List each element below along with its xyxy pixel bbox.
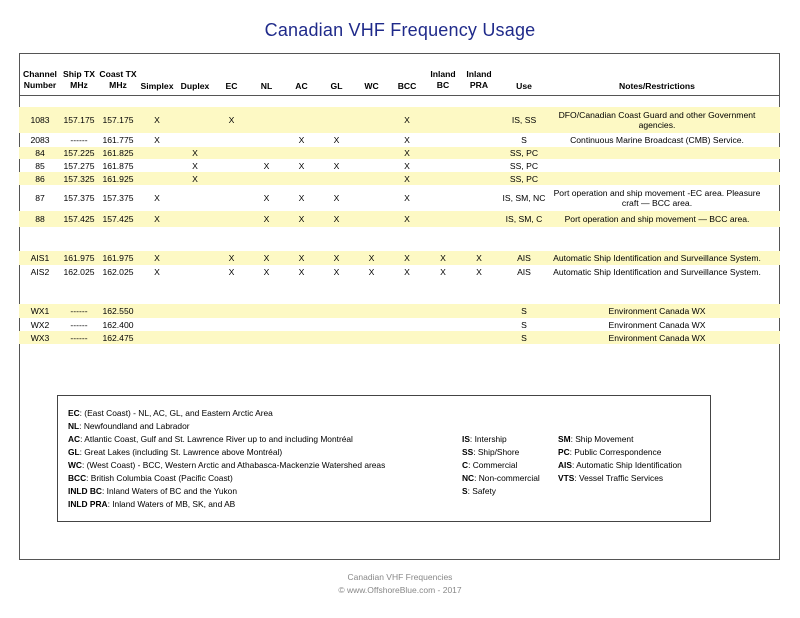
header-line: Simplex xyxy=(140,81,174,91)
legend-entry xyxy=(558,434,633,445)
header-line: Notes/Restrictions xyxy=(619,81,695,91)
cell-use: IS, SM, NC xyxy=(502,193,546,203)
cell-notes: Environment Canada WX xyxy=(608,319,706,330)
cell-ac xyxy=(284,318,319,331)
cell-wc xyxy=(354,172,389,185)
header-ec xyxy=(214,81,249,92)
cell-simplex: X xyxy=(154,253,160,263)
cell-wc xyxy=(354,185,389,211)
cell-duplex: X xyxy=(192,148,198,158)
legend-entry xyxy=(68,460,385,471)
legend-entry xyxy=(68,408,273,419)
header-notes xyxy=(551,81,763,92)
cell-channel: 85 xyxy=(35,160,45,171)
legend-code: AC xyxy=(68,434,81,444)
legend-code: C xyxy=(462,460,469,470)
header-divider xyxy=(19,95,780,96)
cell-coast-tx: 157.175 xyxy=(102,115,134,125)
cell-inland-bc xyxy=(425,211,461,227)
cell-bcc: X xyxy=(404,193,410,203)
legend-text: : (West Coast) - BCC, Western Arctic and Athabasca-Mackenzie Watershed areas xyxy=(81,460,386,470)
cell-notes: DFO/Canadian Coast Guard and other Government agencies. xyxy=(558,110,756,130)
header-duplex xyxy=(176,81,214,92)
legend-text: : Atlantic Coast, Gulf and St. Lawrence River up to and including Montréal xyxy=(80,434,353,444)
legend-entry xyxy=(462,473,540,484)
cell-bcc: X xyxy=(404,160,410,171)
cell-use: SS, PC xyxy=(509,160,539,171)
cell-ship-tx: 161.975 xyxy=(63,253,95,263)
cell-nl: X xyxy=(263,160,270,171)
cell-nl: X xyxy=(263,267,270,277)
legend-text: : Inland Waters of BC and the Yukon xyxy=(101,486,237,496)
cell-wc xyxy=(354,159,389,172)
legend-text: : Automatic Ship Identification xyxy=(571,460,682,470)
legend-code: IS xyxy=(462,434,470,444)
cell-channel: 87 xyxy=(35,193,45,203)
cell-gl xyxy=(319,147,354,159)
cell-ec xyxy=(214,318,249,331)
legend-text: : Ship Movement xyxy=(570,434,634,444)
cell-notes xyxy=(551,159,763,172)
cell-bcc: X xyxy=(404,173,410,184)
cell-notes: Automatic Ship Identification and Surveillance System. xyxy=(553,267,761,277)
legend-text: : Ship/Shore xyxy=(473,447,520,457)
cell-duplex xyxy=(176,265,214,279)
cell-duplex xyxy=(176,133,214,147)
cell-gl: X xyxy=(333,253,340,263)
legend-code: NL xyxy=(68,421,80,431)
cell-inland-pra xyxy=(461,133,497,147)
cell-inland-bc: X xyxy=(440,267,446,277)
cell-channel: 2083 xyxy=(30,135,50,145)
cell-simplex: X xyxy=(154,267,160,277)
legend-entry xyxy=(68,473,233,484)
cell-inland-bc xyxy=(425,318,461,331)
table-row xyxy=(19,318,780,331)
legend-text: : Inland Waters of MB, SK, and AB xyxy=(107,499,236,509)
cell-use: SS, PC xyxy=(509,148,539,158)
cell-ship-tx: ------ xyxy=(70,332,88,343)
header-line: Ship TX xyxy=(63,69,95,79)
cell-coast-tx: 162.400 xyxy=(102,319,134,330)
cell-notes: Automatic Ship Identification and Surveillance System. xyxy=(553,253,761,263)
cell-nl xyxy=(249,107,284,133)
cell-ship-tx: 162.025 xyxy=(63,267,95,277)
cell-channel: 1083 xyxy=(30,115,50,125)
legend-code: SS xyxy=(462,447,474,457)
cell-bcc: X xyxy=(404,115,410,125)
cell-inland-pra xyxy=(461,318,497,331)
cell-gl xyxy=(319,304,354,318)
header-line: Duplex xyxy=(180,81,210,91)
cell-wc xyxy=(354,304,389,318)
cell-ac xyxy=(284,172,319,185)
table-row xyxy=(19,172,780,185)
cell-nl xyxy=(249,133,284,147)
table-row xyxy=(19,133,780,147)
header-line: BC xyxy=(436,80,450,90)
legend-code: INLD BC xyxy=(68,486,102,496)
legend-code: EC xyxy=(68,408,80,418)
cell-notes xyxy=(551,172,763,185)
cell-channel: WX3 xyxy=(30,332,50,343)
cell-use: S xyxy=(521,135,527,145)
legend-code: AIS xyxy=(558,460,572,470)
cell-ac: X xyxy=(298,160,305,171)
legend-code: PC xyxy=(558,447,570,457)
cell-inland-pra xyxy=(461,185,497,211)
header-channel xyxy=(20,69,60,91)
cell-ec: X xyxy=(228,267,235,277)
cell-duplex xyxy=(176,185,214,211)
cell-use: IS, SM, C xyxy=(505,214,543,224)
cell-ec xyxy=(214,159,249,172)
cell-ship-tx: 157.375 xyxy=(63,193,95,203)
header-line: WC xyxy=(364,81,379,91)
legend-entry xyxy=(68,499,235,510)
header-line: Inland xyxy=(430,69,456,79)
cell-gl: X xyxy=(333,193,340,203)
cell-inland-pra: X xyxy=(476,253,482,263)
cell-bcc: X xyxy=(404,148,410,158)
cell-ac: X xyxy=(298,253,305,263)
header-line: PRA xyxy=(469,80,489,90)
cell-notes: Port operation and ship movement — BCC area. xyxy=(564,214,750,224)
cell-coast-tx: 161.925 xyxy=(102,173,134,184)
cell-coast-tx: 161.825 xyxy=(102,148,134,158)
header-line: NL xyxy=(260,81,273,91)
cell-simplex xyxy=(138,318,176,331)
cell-wc xyxy=(354,318,389,331)
table-row xyxy=(19,331,780,344)
legend-entry xyxy=(462,434,507,445)
cell-nl: X xyxy=(263,214,270,224)
cell-simplex xyxy=(138,304,176,318)
cell-channel: 86 xyxy=(35,173,45,184)
cell-duplex xyxy=(176,331,214,344)
legend-entry xyxy=(68,421,190,432)
cell-ship-tx: 157.275 xyxy=(63,160,95,171)
legend-code: NC xyxy=(462,473,475,483)
cell-use: AIS xyxy=(517,253,531,263)
cell-notes: Environment Canada WX xyxy=(608,306,706,316)
legend-entry xyxy=(462,460,517,471)
cell-wc xyxy=(354,331,389,344)
cell-ship-tx: ------ xyxy=(70,319,88,330)
cell-ship-tx: 157.175 xyxy=(63,115,95,125)
cell-bcc xyxy=(389,331,425,344)
cell-inland-pra xyxy=(461,304,497,318)
legend-text: : Intership xyxy=(469,434,507,444)
cell-gl xyxy=(319,172,354,185)
legend-entry xyxy=(558,473,663,484)
header-line: MHz xyxy=(70,80,88,90)
table-row xyxy=(19,265,780,279)
header-line: Inland xyxy=(466,69,492,79)
cell-duplex xyxy=(176,107,214,133)
cell-ship-tx: 157.425 xyxy=(63,214,95,224)
legend-text: : (East Coast) - NL, AC, GL, and Eastern Arctic Area xyxy=(79,408,273,418)
cell-wc: X xyxy=(368,253,375,263)
cell-inland-pra xyxy=(461,172,497,185)
legend-code: SM xyxy=(558,434,571,444)
cell-channel: 84 xyxy=(35,148,45,158)
cell-simplex xyxy=(138,172,176,185)
cell-inland-pra xyxy=(461,107,497,133)
legend-code: VTS xyxy=(558,473,575,483)
legend-text: : Public Correspondence xyxy=(569,447,662,457)
header-line: Number xyxy=(23,80,57,90)
cell-inland-bc xyxy=(425,107,461,133)
table-row xyxy=(19,185,780,211)
cell-inland-pra xyxy=(461,211,497,227)
cell-ship-tx: ------ xyxy=(70,135,88,145)
legend-text: : Newfoundland and Labrador xyxy=(79,421,190,431)
cell-ac: X xyxy=(298,193,305,203)
legend-code: S xyxy=(462,486,468,496)
cell-use: SS, PC xyxy=(509,173,539,184)
cell-gl xyxy=(319,318,354,331)
cell-gl: X xyxy=(333,267,340,277)
cell-inland-pra: X xyxy=(476,267,482,277)
cell-use: S xyxy=(521,319,527,330)
header-line: Use xyxy=(516,81,532,91)
cell-bcc xyxy=(389,304,425,318)
cell-simplex xyxy=(138,147,176,159)
header-nl xyxy=(249,81,284,92)
header-line: BCC xyxy=(397,81,417,91)
cell-ship-tx: ------ xyxy=(70,306,88,316)
cell-bcc xyxy=(389,318,425,331)
cell-notes xyxy=(551,147,763,159)
legend-entry xyxy=(558,447,661,458)
cell-channel: 88 xyxy=(35,214,45,224)
cell-duplex xyxy=(176,304,214,318)
legend-entry xyxy=(68,447,282,458)
header-use xyxy=(497,81,551,92)
legend-entry xyxy=(68,486,237,497)
cell-nl xyxy=(249,147,284,159)
cell-gl: X xyxy=(333,135,340,145)
header-line: EC xyxy=(225,81,238,91)
page-title: Canadian VHF Frequency Usage xyxy=(264,20,536,40)
cell-coast-tx: 157.375 xyxy=(102,193,134,203)
cell-duplex: X xyxy=(192,160,198,171)
cell-gl: X xyxy=(333,214,340,224)
header-gl xyxy=(319,81,354,92)
cell-channel: WX1 xyxy=(30,306,50,316)
header-inland-pra xyxy=(461,69,497,91)
header-line: Coast TX xyxy=(99,69,137,79)
cell-ec xyxy=(214,133,249,147)
cell-wc xyxy=(354,211,389,227)
header-line: GL xyxy=(330,81,343,91)
legend-entry xyxy=(462,486,496,497)
cell-coast-tx: 157.425 xyxy=(102,214,134,224)
footer-copyright: © www.OffshoreBlue.com - 2017 xyxy=(338,585,462,595)
cell-inland-bc xyxy=(425,133,461,147)
cell-bcc: X xyxy=(404,253,410,263)
cell-simplex xyxy=(138,331,176,344)
cell-ac: X xyxy=(298,267,305,277)
cell-nl xyxy=(249,318,284,331)
cell-wc xyxy=(354,107,389,133)
cell-wc xyxy=(354,133,389,147)
legend-entry xyxy=(462,447,519,458)
cell-ec xyxy=(214,185,249,211)
legend-text: : Vessel Traffic Services xyxy=(574,473,664,483)
cell-use: IS, SS xyxy=(511,115,537,125)
cell-inland-pra xyxy=(461,159,497,172)
legend-code: BCC xyxy=(68,473,87,483)
cell-ac xyxy=(284,331,319,344)
header-ac xyxy=(284,81,319,92)
cell-use: AIS xyxy=(517,267,531,277)
cell-duplex xyxy=(176,318,214,331)
cell-gl xyxy=(319,107,354,133)
cell-inland-bc xyxy=(425,331,461,344)
header-coast-tx xyxy=(98,69,138,91)
cell-nl: X xyxy=(263,193,270,203)
footer-title: Canadian VHF Frequencies xyxy=(347,572,453,582)
cell-notes: Continuous Marine Broadcast (CMB) Service. xyxy=(570,135,744,145)
cell-nl xyxy=(249,331,284,344)
cell-inland-pra xyxy=(461,147,497,159)
cell-channel: AIS2 xyxy=(30,267,50,277)
cell-coast-tx: 161.975 xyxy=(102,253,134,263)
legend-text: : British Columbia Coast (Pacific Coast) xyxy=(86,473,233,483)
cell-ac: X xyxy=(298,135,305,145)
legend-text: : Commercial xyxy=(468,460,518,470)
cell-simplex: X xyxy=(154,135,160,145)
legend-code: INLD PRA xyxy=(68,499,108,509)
cell-nl xyxy=(249,172,284,185)
cell-ec xyxy=(214,172,249,185)
cell-duplex xyxy=(176,211,214,227)
cell-simplex: X xyxy=(154,214,160,224)
cell-inland-bc xyxy=(425,304,461,318)
header-line: AC xyxy=(295,81,308,91)
legend-code: WC xyxy=(68,460,82,470)
cell-notes: Port operation and ship movement -EC area. Pleasure craft — BCC area. xyxy=(553,188,761,208)
legend-text: : Safety xyxy=(467,486,496,496)
cell-wc xyxy=(354,147,389,159)
cell-channel: AIS1 xyxy=(30,253,50,263)
cell-inland-bc xyxy=(425,159,461,172)
cell-ac xyxy=(284,147,319,159)
cell-inland-bc xyxy=(425,172,461,185)
header-line: MHz xyxy=(109,80,127,90)
cell-coast-tx: 162.025 xyxy=(102,267,134,277)
legend-entry xyxy=(68,434,353,445)
cell-ec xyxy=(214,211,249,227)
header-simplex xyxy=(138,81,176,92)
cell-bcc: X xyxy=(404,135,410,145)
cell-use: S xyxy=(521,306,527,316)
cell-coast-tx: 162.475 xyxy=(102,332,134,343)
cell-inland-bc xyxy=(425,185,461,211)
cell-coast-tx: 161.775 xyxy=(102,135,134,145)
cell-ec: X xyxy=(228,115,235,125)
cell-simplex xyxy=(138,159,176,172)
cell-notes: Environment Canada WX xyxy=(608,332,706,343)
cell-duplex: X xyxy=(192,173,198,184)
cell-ship-tx: 157.325 xyxy=(63,173,95,184)
cell-inland-bc xyxy=(425,147,461,159)
cell-bcc: X xyxy=(404,267,410,277)
cell-ac xyxy=(284,107,319,133)
cell-gl xyxy=(319,331,354,344)
cell-inland-pra xyxy=(461,331,497,344)
cell-ac xyxy=(284,304,319,318)
legend-box xyxy=(57,395,711,522)
legend-code: GL xyxy=(68,447,80,457)
cell-simplex: X xyxy=(154,193,160,203)
header-bcc xyxy=(389,81,425,92)
cell-ship-tx: 157.225 xyxy=(63,148,95,158)
table-row xyxy=(19,107,780,133)
cell-coast-tx: 161.875 xyxy=(102,160,134,171)
cell-nl xyxy=(249,304,284,318)
cell-duplex xyxy=(176,251,214,265)
cell-bcc: X xyxy=(404,214,410,224)
table-row xyxy=(19,304,780,318)
cell-ec xyxy=(214,331,249,344)
cell-inland-bc: X xyxy=(440,253,446,263)
header-line: Channel xyxy=(23,69,57,79)
table-row xyxy=(19,211,780,227)
header-wc xyxy=(354,81,389,92)
cell-ec xyxy=(214,147,249,159)
cell-ec: X xyxy=(228,253,235,263)
cell-use: S xyxy=(521,332,527,343)
table-row xyxy=(19,251,780,265)
cell-coast-tx: 162.550 xyxy=(102,306,134,316)
cell-nl: X xyxy=(263,253,270,263)
legend-entry xyxy=(558,460,682,471)
cell-channel: WX2 xyxy=(30,319,50,330)
cell-ac: X xyxy=(298,214,305,224)
cell-gl: X xyxy=(333,160,340,171)
header-ship-tx xyxy=(60,69,98,91)
legend-text: : Great Lakes (including St. Lawrence above Montréal) xyxy=(79,447,283,457)
header-inland-bc xyxy=(425,69,461,91)
table-row xyxy=(19,159,780,172)
cell-ec xyxy=(214,304,249,318)
legend-text: : Non-commercial xyxy=(474,473,540,483)
cell-simplex: X xyxy=(154,115,160,125)
cell-wc: X xyxy=(368,267,375,277)
table-row xyxy=(19,147,780,159)
